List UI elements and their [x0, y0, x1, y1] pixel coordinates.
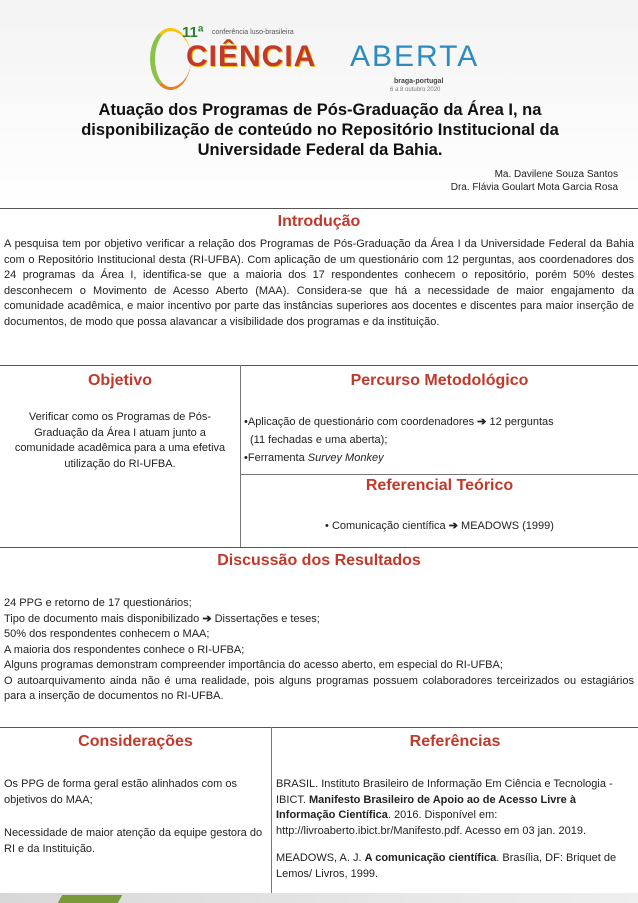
logo-subtitle: conferência luso-brasileira: [212, 29, 294, 36]
divider: [241, 474, 638, 475]
divider: [0, 727, 638, 728]
logo-dates: 6 a 8 outubro 2020: [390, 87, 441, 93]
referencias-list: [276, 777, 634, 894]
objetivo-title: Objetivo: [87, 372, 152, 389]
footer-accent: [58, 895, 123, 903]
discussao-title: Discussão dos Resultados: [217, 552, 421, 569]
objetivo-text: Verificar como os Programas de Pós-Graduação da Área I atuam junto a comunidade acadêmica para a uma efetiva utilização do RI-UFBA.: [14, 411, 226, 470]
arrow-right-icon: ➔: [477, 416, 487, 428]
list-item: 24 PPG e retorno de 17 questionários;: [4, 597, 192, 609]
percurso-item-detail: (11 fechadas e uma aberta);: [250, 434, 388, 446]
arrow-right-icon: ➔: [448, 520, 458, 532]
poster-title: Atuação dos Programas de Pós-Graduação da Área I, na disponibilização de conteúdo no Repositório Institucional da Universidade Federal da Bahia.: [81, 101, 559, 159]
column-divider: [271, 727, 272, 897]
referencial-title: Referencial Teórico: [365, 477, 514, 494]
list-item: Alguns programas demonstram compreender importância do acesso aberto, em especial do RI-UFBA;: [4, 659, 503, 671]
conference-logo: [150, 20, 480, 93]
divider: [0, 208, 638, 209]
reference-item: MEADOWS, A. J. A comunicação científica. Brasília, DF: Briquet de Lemos/ Livros, 1999.: [276, 852, 617, 880]
referencias-title: Referências: [409, 733, 501, 750]
reference-item: BRASIL. Instituto Brasileiro de Informação Em Ciência e Tecnologia - IBICT. Manifesto Brasileiro de Apoio ao de Acesso Livre à Informação Científica. 2016. Disponível em: http://livroaberto.ibict.br/Manifesto.pdf. Acesso em 03 jan. 2019.: [276, 778, 613, 837]
logo-word-aberta: ABERTA: [350, 40, 480, 73]
percurso-item: •Aplicação de questionário com coordenadores ➔ 12 perguntas: [244, 416, 554, 428]
logo-edition: 11ª: [182, 24, 204, 41]
list-item: A maioria dos respondentes conhece o RI-UFBA;: [4, 643, 245, 656]
authors: [451, 168, 618, 194]
logo-word-ciencia: CIÊNCIA: [186, 40, 317, 73]
list-item: Necessidade de maior atenção da equipe gestora do RI e da Instituição.: [4, 827, 263, 855]
author-2: Dra. Flávia Goulart Mota Garcia Rosa: [450, 182, 618, 193]
percurso-item: •Ferramenta Survey Monkey: [244, 452, 384, 464]
author-1: Ma. Davilene Souza Santos: [494, 169, 618, 180]
arrow-right-icon: ➔: [202, 612, 212, 625]
list-item: 50% dos respondentes conhecem o MAA;: [4, 628, 210, 640]
percurso-list: [244, 413, 634, 467]
discussao-list: [4, 596, 634, 705]
percurso-title: Percurso Metodológico: [350, 372, 529, 389]
introducao-title: Introdução: [277, 213, 361, 230]
consideracoes-list: [4, 777, 266, 857]
list-item: Tipo de documento mais disponibilizado ➔ Dissertações e teses;: [4, 612, 320, 625]
list-item: Os PPG de forma geral estão alinhados com os objetivos do MAA;: [4, 778, 237, 806]
referencial-item: • Comunicação científica ➔ MEADOWS (1999): [325, 520, 554, 532]
logo-location: braga-portugal: [394, 78, 444, 85]
introducao-text: A pesquisa tem por objetivo verificar a relação dos Programas de Pós-Graduação da Área I da Universidade Federal da Bahia com o Repositório Institucional desta (RI-UFBA). Com aplicação de um questionário com 12 perguntas, aos coordenadores dos 24 programas da Área I, identifica-se que a maioria dos 17 respondentes conhecem o repositório, porém 50% destes desconhecem o Movimento de Acesso Aberto (MAA). Considera-se que há a necessidade de maior engajamento da comunidade acadêmica, e maior incentivo por parte das instâncias superiores aos docentes e discentes para maior inserção de documentos, de modo que possa alavancar a visibilidade dos programas e da instituição.: [4, 238, 634, 328]
list-item: O autoarquivamento ainda não é uma realidade, pois alguns programas possuem colaboradores terceirizados ou estagiários para a inserção de documentos no RI-UFBA.: [4, 674, 634, 702]
divider: [0, 365, 638, 366]
consideracoes-title: Considerações: [78, 733, 193, 750]
divider: [0, 547, 638, 548]
